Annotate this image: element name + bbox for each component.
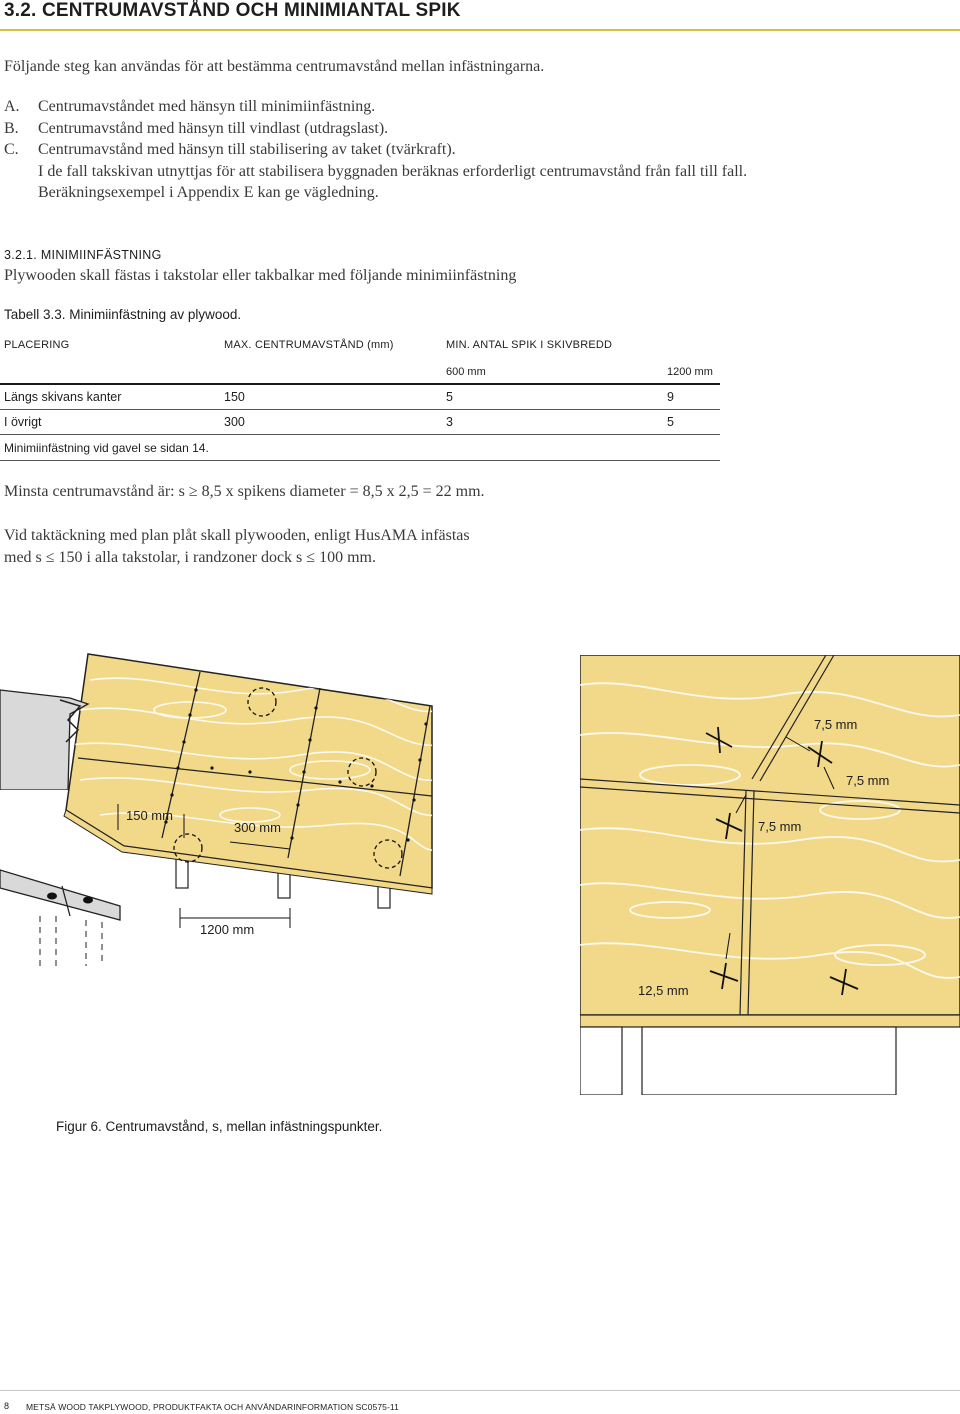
table-cell: 9 <box>667 390 674 404</box>
list-text: Centrumavstånd med hänsyn till stabilisering av taket (tvärkraft). <box>38 141 456 158</box>
table-bottom-rule <box>0 460 720 461</box>
table-cell: 5 <box>667 415 674 429</box>
table-row-divider <box>0 409 720 410</box>
list-letter: C. <box>4 141 19 158</box>
nail-detail-illustration <box>0 856 130 976</box>
footer-rule <box>0 1390 960 1391</box>
table-subheader-600: 600 mm <box>446 366 486 378</box>
label-7-5mm-b: 7,5 mm <box>846 773 890 788</box>
table-header-placering: PLACERING <box>4 339 70 351</box>
list-text: Centrumavstånd med hänsyn till vindlast (utdragslast). <box>38 119 389 137</box>
plate-note-line: med s ≤ 150 i alla takstolar, i randzoner dock s ≤ 100 mm. <box>4 549 376 566</box>
table-title: Tabell 3.3. Minimiinfästning av plywood. <box>4 307 242 322</box>
label-150mm: 150 mm <box>126 808 173 823</box>
label-300mm: 300 mm <box>234 820 281 835</box>
formula-text: Minsta centrumavstånd är: s ≥ 8,5 x spikens diameter = 8,5 x 2,5 = 22 mm. <box>4 483 485 500</box>
table-cell: Längs skivans kanter <box>4 390 122 404</box>
subsection-text: Plywooden skall fästas i takstolar eller takbalkar med följande minimiinfästning <box>4 267 517 284</box>
page-number: 8 <box>4 1401 10 1411</box>
label-12-5mm: 12,5 mm <box>638 983 689 998</box>
subsection-heading: 3.2.1. MINIMIINFÄSTNING <box>4 248 162 262</box>
list-letter: A. <box>4 98 20 115</box>
list-letter: B. <box>4 119 19 137</box>
panel-edge <box>580 1015 960 1027</box>
list-text: Centrumavståndet med hänsyn till minimiinfästning. <box>38 98 376 115</box>
page-title: 3.2. CENTRUMAVSTÅND OCH MINIMIANTAL SPIK <box>4 0 461 21</box>
figure-caption: Figur 6. Centrumavstånd, s, mellan infästningspunkter. <box>56 1119 383 1134</box>
plate-note-line: Vid taktäckning med plan plåt skall plywooden, enligt HusAMA infästas <box>4 527 470 544</box>
supports <box>580 1027 896 1095</box>
table-header-min-nails: MIN. ANTAL SPIK I SKIVBREDD <box>446 339 613 351</box>
seam-detail-illustration <box>0 680 120 790</box>
table-cell: 150 <box>224 390 245 404</box>
plywood-panel <box>580 655 960 1015</box>
right-roof-illustration <box>580 655 960 1095</box>
table-header-rule <box>0 383 720 385</box>
table-cell: 300 <box>224 415 245 429</box>
label-7-5mm-a: 7,5 mm <box>814 717 858 732</box>
table-cell: I övrigt <box>4 415 42 429</box>
table-cell: 3 <box>446 415 453 429</box>
label-1200mm: 1200 mm <box>200 922 255 937</box>
table-row-divider <box>0 434 720 435</box>
plate-note <box>4 525 470 569</box>
table-cell: 5 <box>446 390 453 404</box>
label-7-5mm-c: 7,5 mm <box>758 819 802 834</box>
title-rule <box>0 29 960 31</box>
intro-text: Följande steg kan användas för att bestämma centrumavstånd mellan infästningarna. <box>4 58 545 75</box>
table-subheader-1200: 1200 mm <box>667 366 713 378</box>
footer-text: METSÄ WOOD TAKPLYWOOD, PRODUKTFAKTA OCH ANVÄNDARINFORMATION SC0575-11 <box>26 1402 399 1412</box>
table-header-max-spacing: MAX. CENTRUMAVSTÅND (mm) <box>224 339 394 351</box>
table-note: Minimiinfästning vid gavel se sidan 14. <box>4 441 209 455</box>
